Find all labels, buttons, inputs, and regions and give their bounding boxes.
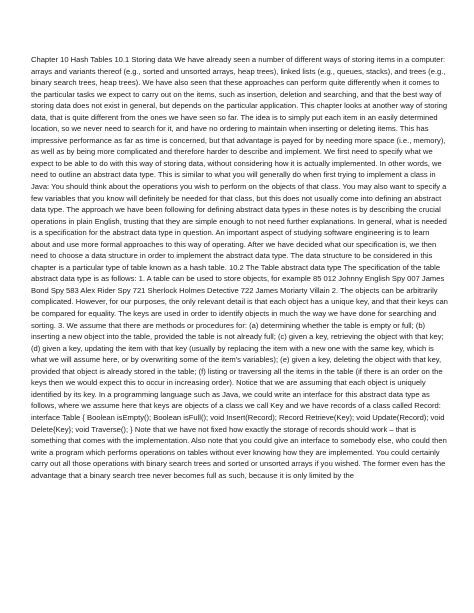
body-paragraph: Chapter 10 Hash Tables 10.1 Storing data We have already seen a number of different ways of storing items in a computer: arrays and variants thereof (e.g., sorted and unsorted arrays, heap trees), linked lists (e.g., queues, stacks), and trees (e.g., binary search trees, heap trees). We have also seen that these approaches can perform quite differently when it comes to the particular tasks we expect to carry out on the items, such as insertion, deletion and searching, and that the best way of storing data does not exist in general, but depends on the particular application. This chapter looks at another way of storing data, that is quite different from the ones we have seen so far. The idea is to simply put each item in an easily determined location, so we never need to search for it, and have no ordering to maintain when inserting or deleting items. This has impressive performance as far as time is concerned, but that advantage is payed for by needing more space (i.e., memory), as well as by being more complicated and therefore harder to describe and implement. We first need to specify what we expect to be able to do with this way of storing data, without considering how it is actually implemented. In other words, we need to outline an abstract data type. This is similar to what you will generally do when first trying to implement a class in Java: You should think about the operations you wish to perform on the objects of that class. You may also want to specify a few variables that you know will definitely be needed for that class, but this does not usually come into defining an abstract data type. The approach we have been following for defining abstract data types in these notes is by describing the crucial operations in plain English, trusting that they are simple enough to not need further explanations. In general, what is needed is a specification for the abstract data type in question. An important aspect of studying software engineering is to learn about and use more formal approaches to this way of operating. After we have decided what our specification is, we then need to choose a data structure in order to implement the abstract data type. The data structure to be considered in this chapter is a particular type of table known as a hash table. 10.2 The Table abstract data type The specification of the table abstract data type is as follows: 1. A table can be used to store objects, for example 85 012 Johnny English Spy 007 James Bond Spy 583 Alex Rider Spy 721 Sherlock Holmes Detective 722 James Moriarty Villain 2. The objects can be arbitrarily complicated. However, for our purposes, the only relevant detail is that each object has a unique key, and that their keys can be compared for equality. The keys are used in order to identify objects in much the way we have done for searching and sorting. 3. We assume that there are methods or procedures for: (a) determining whether the table is empty or full; (b) inserting a new object into the table, provided the table is not already full; (c) given a key, retrieving the object with that key; (d) given a key, updating the item with that key (usually by replacing the item with a new one with the same key, which is what we will assume here, or by overwriting some of the item's variables); (e) given a key, deleting the object with that key, provided that object is already stored in the table; (f) listing or traversing all the items in the table (if there is an order on the keys then we would expect this to occur in increasing order). Notice that we are assuming that each object is uniquely identified by its key. In a programming language such as Java, we could write an interface for this abstract data type as follows, where we assume here that keys are objects of a class we call Key and we have records of a class called Record: interface Table { Boolean isEmpty(); Boolean isFull(); void Insert(Record); Record Retrieve(Key); void Update(Record); void Delete{Key}; void Traverse(); } Note that we have not fixed how exactly the storage of records should work – that is something that comes with the implementation. Also note that you could give an interface to somebody else, who could then write a program which performs operations on tables without ever knowing how they are implemented. You could certainly carry out all those operations with binary search trees and sorted or unsorted arrays if you wished. The former even has the advantage that a binary search tree never becomes full as such, because it is only limited by the [31,55,448,480]
